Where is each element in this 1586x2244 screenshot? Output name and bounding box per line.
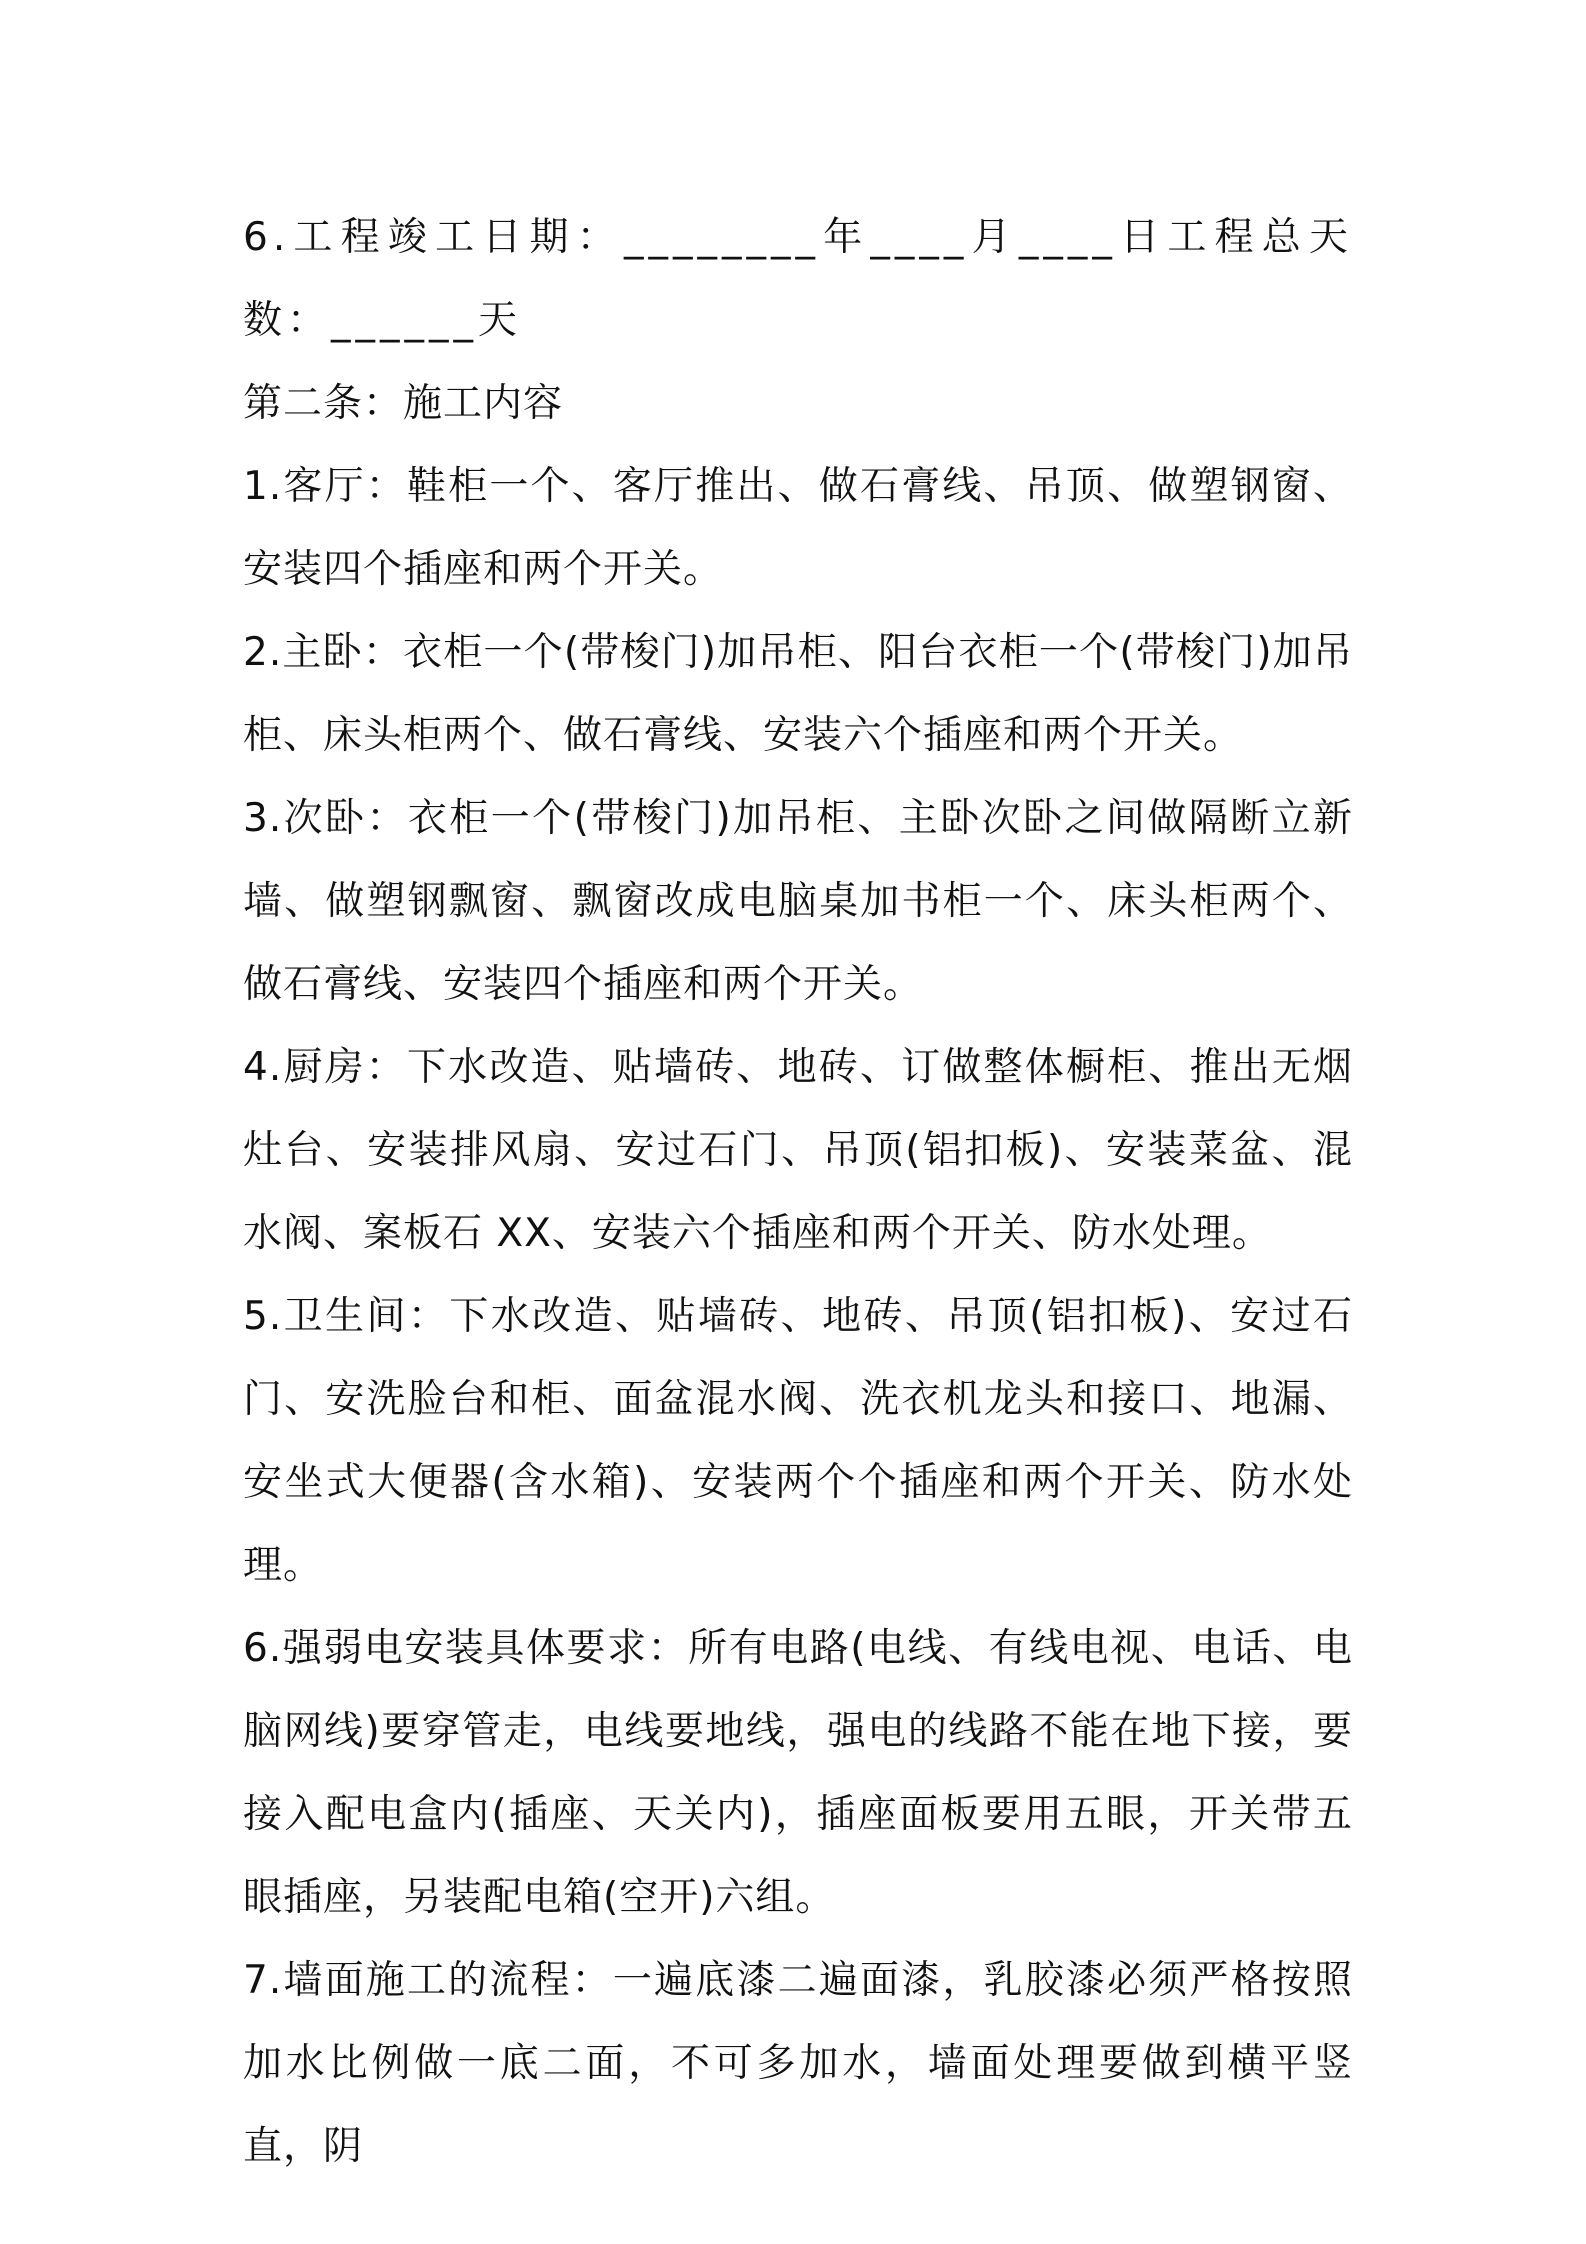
paragraph-kitchen: 4.厨房：下水改造、贴墙砖、地砖、订做整体橱柜、推出无烟灶台、安装排风扇、安过石门、吊顶(铝扣板)、安装菜盆、混水阀、案板石 XX、安装六个插座和两个开关、防水处理。 [243,1045,1353,1256]
paragraph-electrical-requirements: 6.强弱电安装具体要求：所有电路(电线、有线电视、电话、电脑网线)要穿管走，电线要地线，强电的线路不能在地下接，要接入配电盒内(插座、天关内)，插座面板要用五眼，开关带五眼插座，另装配电箱(空开)六组。 [243,1626,1353,1920]
section-heading-construction-content: 第二条：施工内容 [243,381,564,426]
document-body [243,196,1353,2188]
paragraph-second-bedroom: 3.次卧：衣柜一个(带梭门)加吊柜、主卧次卧之间做隔断立新墙、做塑钢飘窗、飘窗改成电脑桌加书柜一个、床头柜两个、做石膏线、安装四个插座和两个开关。 [243,796,1353,1007]
paragraph-master-bedroom: 2.主卧：衣柜一个(带梭门)加吊柜、阳台衣柜一个(带梭门)加吊柜、床头柜两个、做石膏线、安装六个插座和两个开关。 [243,630,1353,758]
paragraph-living-room: 1.客厅：鞋柜一个、客厅推出、做石膏线、吊顶、做塑钢窗、安装四个插座和两个开关。 [243,464,1353,592]
paragraph-wall-process: 7.墙面施工的流程：一遍底漆二遍面漆，乳胶漆必须严格按照加水比例做一底二面，不可多加水，墙面处理要做到横平竖直，阴 [243,1958,1353,2169]
paragraph-bathroom: 5.卫生间：下水改造、贴墙砖、地砖、吊顶(铝扣板)、安过石门、安洗脸台和柜、面盆混水阀、洗衣机龙头和接口、地漏、安坐式大便器(含水箱)、安装两个个插座和两个开关、防水处理。 [243,1294,1353,1588]
paragraph-completion-date: 6.工程竣工日期：________年____月____日工程总天数：______天 [243,215,1353,343]
